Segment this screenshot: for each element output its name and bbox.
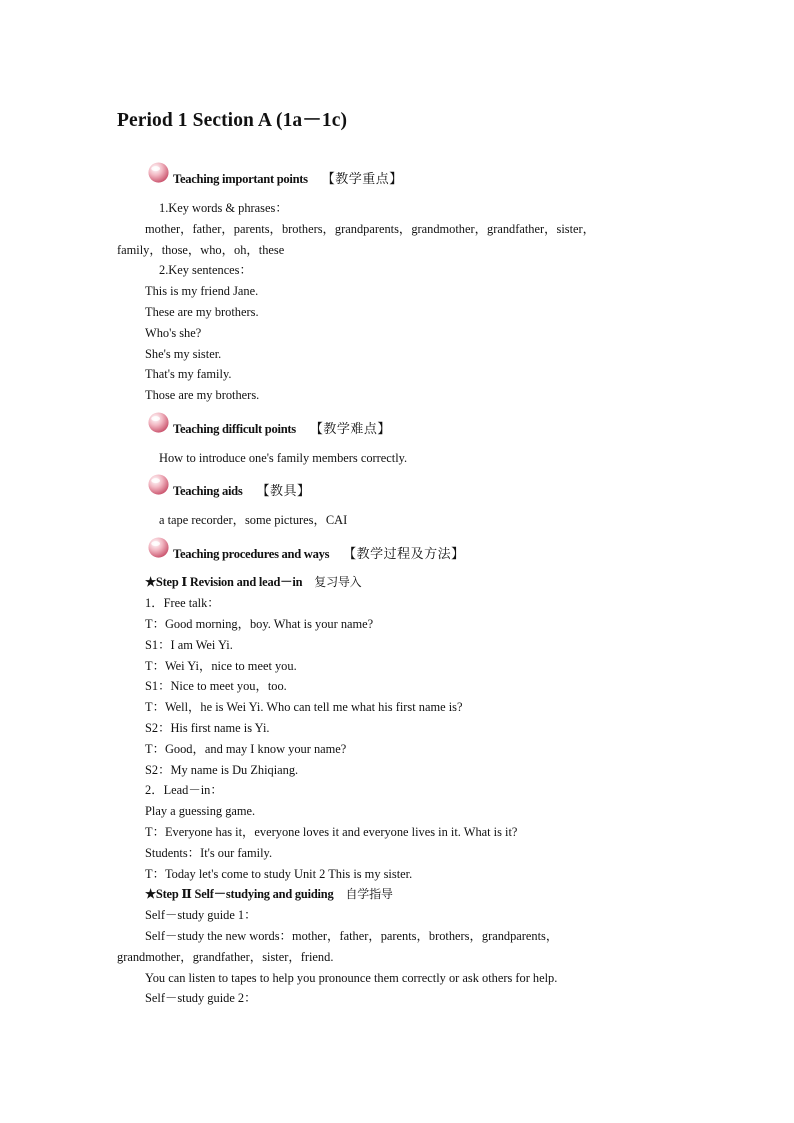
step-1-line: S1：I am Wei Yi. — [145, 638, 233, 652]
bullet-ball-icon — [147, 473, 170, 496]
key-sentence: This is my friend Jane. — [145, 284, 259, 298]
bullet-ball-icon — [147, 411, 170, 434]
heading-cn-aids: 【教具】 — [256, 484, 311, 499]
step-1-line: Play a guessing game. — [145, 804, 256, 818]
step-2-title — [145, 886, 393, 902]
heading-text-difficult: Teaching difficult points — [173, 422, 296, 436]
step-1-line: T：Today let's come to study Unit 2 This is my sister. — [145, 867, 413, 881]
aids-text: a tape recorder，some pictures，CAI — [159, 513, 348, 527]
step-1-line: S2：My name is Du Zhiqiang. — [145, 763, 299, 777]
listen-instruction: You can listen to tapes to help you pronounce them correctly or ask others for help. — [145, 971, 558, 985]
step-1-title — [145, 574, 361, 590]
step-1-title-en: ★Step Ⅰ Revision and lead－in — [145, 575, 303, 589]
step-1-line: T：Wei Yi，nice to meet you. — [145, 659, 297, 673]
key-sentence: She's my sister. — [145, 347, 222, 361]
heading-text-aids: Teaching aids — [173, 484, 243, 498]
heading-cn-procedures: 【教学过程及方法】 — [343, 547, 465, 562]
key-words-label: 1.Key words & phrases： — [159, 201, 288, 215]
heading-text-procedures: Teaching procedures and ways — [173, 547, 330, 561]
step-1-line: 2．Lead－in： — [145, 783, 223, 797]
bullet-ball-icon — [147, 161, 170, 184]
step-1-line: T：Well，he is Wei Yi. Who can tell me what his first name is? — [145, 700, 463, 714]
heading-cn-difficult: 【教学难点】 — [309, 422, 391, 437]
step-1-line: T：Everyone has it，everyone loves it and everyone lives in it. What is it? — [145, 825, 518, 839]
heading-cn-important: 【教学重点】 — [321, 172, 403, 187]
step-2-title-en: ★Step Ⅱ Self－studying and guiding — [145, 887, 334, 901]
new-words-line-1: Self－study the new words：mother，father，parents，brothers，grandparents， — [145, 929, 559, 943]
bullet-ball-icon — [147, 536, 170, 559]
step-1-line: T：Good，and may I know your name? — [145, 742, 347, 756]
step-1-line: S1：Nice to meet you，too. — [145, 679, 287, 693]
heading-text-important: Teaching important points — [173, 172, 308, 186]
step-2-title-cn: 自学指导 — [345, 887, 393, 901]
key-sentences-label: 2.Key sentences： — [159, 263, 252, 277]
key-sentence: These are my brothers. — [145, 305, 259, 319]
key-sentence: That's my family. — [145, 367, 232, 381]
new-words-line-2: grandmother，grandfather，sister，friend. — [117, 950, 334, 964]
key-sentence: Who's she? — [145, 326, 202, 340]
difficult-points-text: How to introduce one's family members correctly. — [159, 451, 408, 465]
self-study-guide-2: Self－study guide 2： — [145, 991, 257, 1005]
key-words-line-2: family，those，who，oh，these — [117, 243, 285, 257]
key-words-line-1: mother，father，parents，brothers，grandparents，grandmother，grandfather，sister， — [145, 222, 596, 236]
page-title: Period 1 Section A (1a－1c) — [117, 110, 348, 131]
key-sentence: Those are my brothers. — [145, 388, 260, 402]
self-study-guide-1: Self－study guide 1： — [145, 908, 257, 922]
step-1-title-cn: 复习导入 — [314, 575, 362, 589]
step-1-line: T：Good morning，boy. What is your name? — [145, 617, 374, 631]
step-1-line: 1．Free talk： — [145, 596, 220, 610]
step-1-line: S2：His first name is Yi. — [145, 721, 270, 735]
step-1-line: Students：It's our family. — [145, 846, 273, 860]
